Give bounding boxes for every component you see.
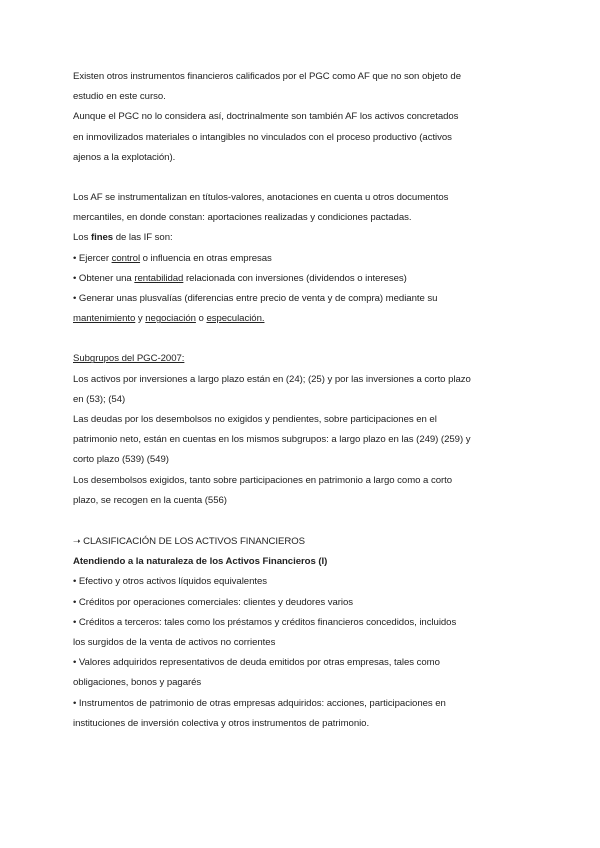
clasificacion-bullet: • Efectivo y otros activos líquidos equivalentes bbox=[73, 576, 268, 588]
subgrupos-line: Los activos por inversiones a largo plazo están en (24); (25) y por las inversiones a corto plazo bbox=[73, 373, 471, 385]
clasificacion-subheading: Atendiendo a la naturaleza de los Activos Financieros (I) bbox=[73, 556, 328, 568]
instrumentalizan-line: mercantiles, en donde constan: aportaciones realizadas y condiciones pactadas. bbox=[73, 212, 412, 224]
bullet-text: o influencia en otras empresas bbox=[140, 252, 272, 264]
subgrupos-line: patrimonio neto, están en cuentas en los mismos subgrupos: a largo plazo en las (249) (259) y bbox=[73, 434, 471, 446]
clasificacion-bullet: • Créditos a terceros: tales como los préstamos y créditos financieros concedidos, incluidos bbox=[73, 616, 457, 628]
spacer bbox=[73, 329, 533, 349]
subgrupos-line: Los desembolsos exigidos, tanto sobre participaciones en patrimonio a largo como a corto bbox=[73, 474, 453, 486]
intro-line: Existen otros instrumentos financieros calificados por el PGC como AF que no son objeto de bbox=[73, 71, 461, 82]
spacer bbox=[73, 168, 533, 188]
subgrupos-line: en (53); (54) bbox=[73, 393, 126, 405]
underlined-term: negociación bbox=[145, 313, 196, 325]
fines-prefix: Los bbox=[73, 232, 91, 244]
intro-line: Aunque el PGC no lo considera así, doctrinalmente son también AF los activos concretados bbox=[73, 111, 459, 123]
clasificacion-bullet-cont: obligaciones, bonos y pagarés bbox=[73, 677, 202, 689]
subgrupos-line: plazo, se recogen en la cuenta (556) bbox=[73, 494, 227, 506]
intro-line: ajenos a la explotación). bbox=[73, 151, 176, 163]
fines-suffix: de las IF son: bbox=[113, 232, 173, 244]
subgrupos-line: Las deudas por los desembolsos no exigidos y pendientes, sobre participaciones en el bbox=[73, 414, 437, 426]
bullet-text: relacionada con inversiones (dividendos o intereses) bbox=[183, 272, 407, 284]
subgrupos-line: corto plazo (539) (549) bbox=[73, 454, 169, 466]
clasificacion-bullet: • Instrumentos de patrimonio de otras empresas adquiridos: acciones, participaciones en bbox=[73, 697, 446, 709]
instrumentalizan-line: Los AF se instrumentalizan en títulos-valores, anotaciones en cuenta u otros documentos bbox=[73, 192, 449, 204]
fines-item-rentabilidad bbox=[73, 269, 533, 289]
bullet-text: • Ejercer bbox=[73, 252, 112, 264]
fines-item-plusvalias-cont bbox=[73, 309, 533, 329]
clasificacion-bullet-cont: instituciones de inversión colectiva y otros instrumentos de patrimonio. bbox=[73, 717, 370, 729]
connector-text: y bbox=[135, 313, 146, 325]
subgrupos-title: Subgrupos del PGC-2007: bbox=[73, 353, 185, 365]
clasificacion-bullet-cont: los surgidos de la venta de activos no corrientes bbox=[73, 637, 276, 649]
underlined-term: especulación. bbox=[206, 313, 265, 325]
fines-bold: fines bbox=[90, 232, 114, 244]
arrow-icon: ➝ bbox=[73, 536, 81, 547]
connector-text: o bbox=[195, 313, 207, 325]
underlined-term: control bbox=[111, 252, 141, 264]
intro-line: en inmovilizados materiales o intangibles no vinculados con el proceso productivo (activos bbox=[73, 131, 452, 143]
underlined-term: mantenimiento bbox=[73, 313, 136, 325]
fines-item-control bbox=[73, 249, 533, 269]
bullet-text: • Obtener una bbox=[73, 272, 135, 284]
document-content bbox=[73, 67, 533, 734]
heading-text: CLASIFICACIÓN DE LOS ACTIVOS FINANCIEROS bbox=[80, 536, 306, 548]
spacer bbox=[73, 511, 533, 531]
fines-item-plusvalias: • Generar unas plusvalías (diferencias entre precio de venta y de compra) mediante su bbox=[73, 293, 438, 305]
intro-line: estudio en este curso. bbox=[73, 91, 166, 103]
clasificacion-bullet: • Créditos por operaciones comerciales: clientes y deudores varios bbox=[73, 596, 354, 608]
fines-intro bbox=[73, 228, 533, 248]
clasificacion-heading bbox=[73, 531, 533, 552]
underlined-term: rentabilidad bbox=[134, 272, 184, 284]
clasificacion-bullet: • Valores adquiridos representativos de deuda emitidos por otras empresas, tales como bbox=[73, 657, 440, 669]
